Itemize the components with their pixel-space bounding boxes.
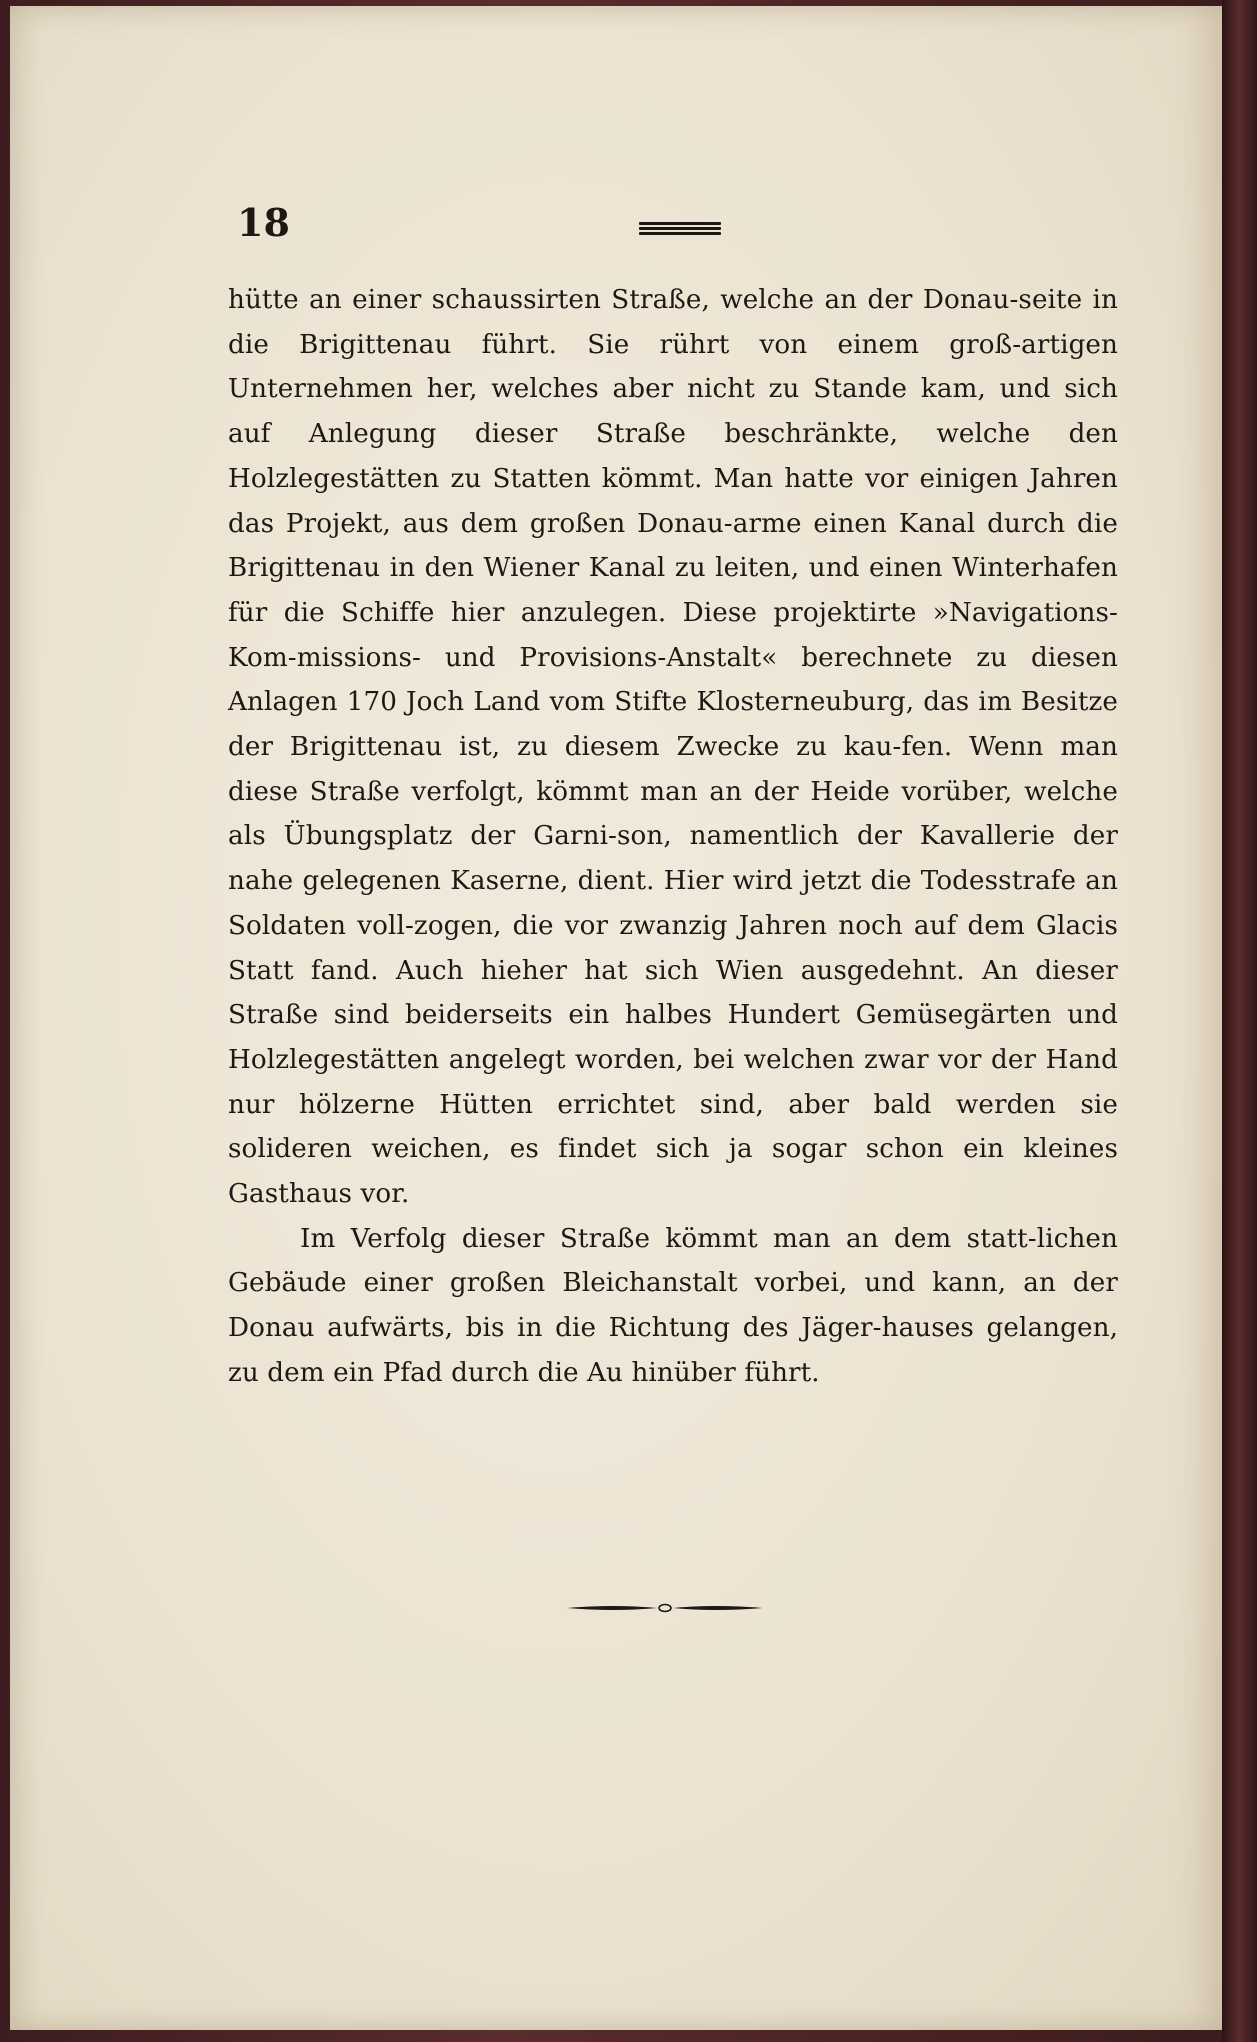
paragraph-2: Im Verfolg dieser Straße kömmt man an dem statt-lichen Gebäude einer großen Bleichanstalt vorbei, und kann, an der Donau aufwärts, bis in die Richtung des Jäger-hauses gelangen, zu dem ein Pfad durch die Au hinüber führt. xyxy=(228,1223,1118,1388)
page-number: 18 xyxy=(237,200,290,245)
tailpiece-ornament xyxy=(565,1600,765,1616)
body-text xyxy=(228,278,1118,1396)
book-cover-edge xyxy=(1222,0,1257,2042)
page-header xyxy=(237,200,1117,250)
paragraph-1: hütte an einer schaussirten Straße, welche an der Donau-seite in die Brigittenau führt. Sie rührt von einem groß-artigen Unternehmen her, welches aber nicht zu Stande kam, und sich auf Anlegung dieser Straße beschränkte, welche den Holzlegestätten zu Statten kömmt. Man hatte vor einigen Jahren das Projekt, aus dem großen Donau-arme einen Kanal durch die Brigittenau in den Wiener Kanal zu leiten, und einen Winterhafen für die Schiffe hier anzulegen. Diese projektirte »Navigations-Kom-missions- und Provisions-Anstalt« berechnete zu diesen Anlagen 170 Joch Land vom Stifte Klosterneuburg, das im Besitze der Brigittenau ist, zu diesem Zwecke zu kau-fen. Wenn man diese Straße verfolgt, kömmt man an der Heide vorüber, welche als Übungsplatz der Garni-son, namentlich der Kavallerie der nahe gelegenen Kaserne, dient. Hier wird jetzt die Todesstrafe an Soldaten voll-zogen, die vor zwanzig Jahren noch auf dem Glacis Statt fand. Auch hieher hat sich Wien ausgedehnt. An dieser Straße sind beiderseits ein halbes Hundert Gemüsegärten und Holzlegestätten angelegt worden, bei welchen zwar vor der Hand nur hölzerne Hütten errichtet sind, aber bald werden sie solideren weichen, es findet sich ja sogar schon ein kleines Gasthaus vor. xyxy=(228,285,1118,1210)
header-rule-ornament xyxy=(639,222,721,234)
